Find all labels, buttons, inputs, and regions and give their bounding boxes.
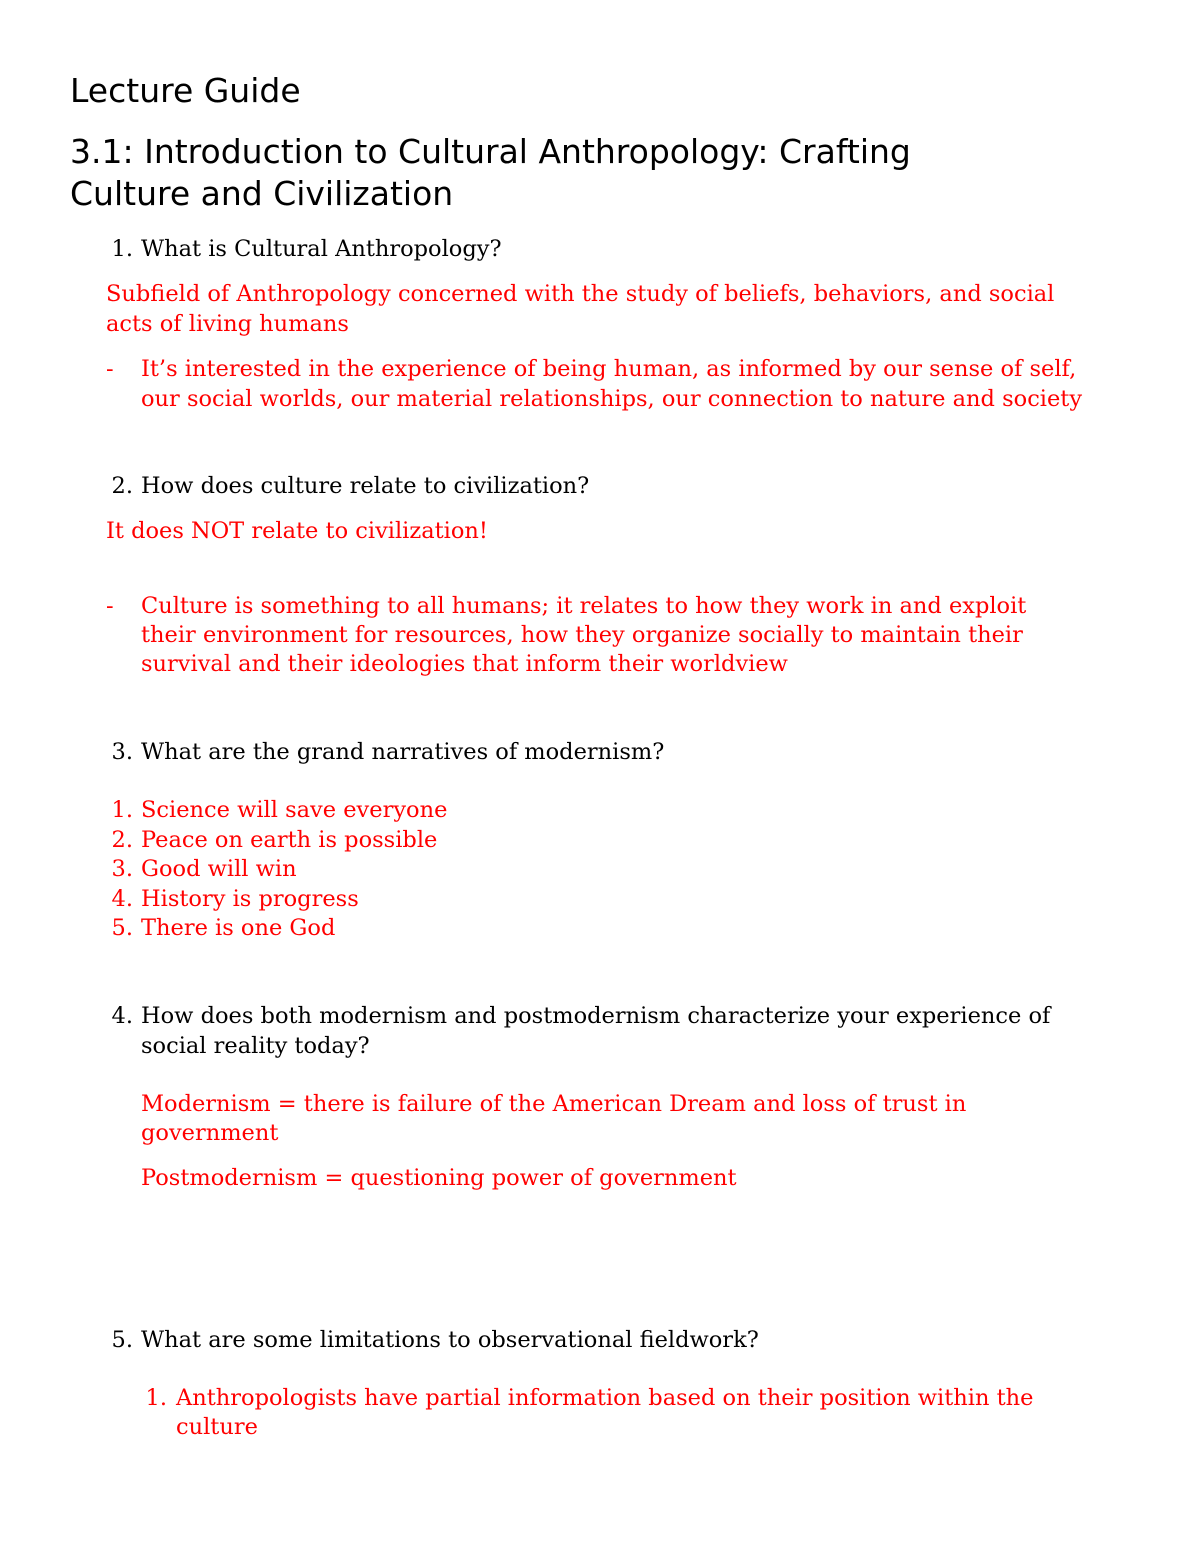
list-item-text: Science will save everyone — [141, 797, 448, 823]
answer-4a-line2: government — [141, 1120, 279, 1146]
answer-2-bullet-line2: their environment for resources, how they organize socially to maintain their — [141, 622, 1023, 648]
question-number: 4. — [111, 1003, 133, 1029]
answer-1-bullet-line2: our social worlds, our material relationships, our connection to nature and society — [141, 386, 1083, 412]
question-text: How does culture relate to civilization? — [141, 473, 590, 499]
bullet-dash: - — [106, 356, 114, 382]
question-text: What are some limitations to observational fieldwork? — [141, 1327, 759, 1353]
bullet-dash: - — [106, 593, 114, 619]
list-item-text-line2: culture — [176, 1414, 258, 1440]
answer-4b: Postmodernism = questioning power of government — [141, 1165, 737, 1191]
question-4-line2: social reality today? — [141, 1033, 370, 1059]
answer-1-line2: acts of living humans — [106, 311, 349, 337]
list-item-number: 1. — [111, 797, 133, 823]
list-item-text: History is progress — [141, 886, 359, 912]
list-item-number: 4. — [111, 886, 133, 912]
answer-1-line1: Subfield of Anthropology concerned with the study of beliefs, behaviors, and social — [106, 281, 1055, 307]
question-number: 1. — [111, 236, 133, 262]
document-title: Lecture Guide — [70, 71, 301, 110]
question-number: 3. — [111, 739, 133, 765]
bullet-line1: Culture is something to all humans; it relates to how they work in and exploit — [141, 593, 1027, 619]
answer-4a-line1: Modernism = there is failure of the American Dream and loss of trust in — [141, 1091, 967, 1117]
answer-2-bullet-line3: survival and their ideologies that inform their worldview — [141, 651, 788, 677]
answer-2: It does NOT relate to civilization! — [106, 518, 488, 544]
list-item-text: There is one God — [141, 915, 336, 941]
document-subtitle-line1: 3.1: Introduction to Cultural Anthropology: Crafting — [70, 132, 911, 171]
question-number: 2. — [111, 473, 133, 499]
question-text-line1: How does both modernism and postmodernism characterize your experience of — [141, 1003, 1051, 1029]
list-item-text-line1: Anthropologists have partial information based on their position within the — [176, 1385, 1034, 1411]
list-item-text: Good will win — [141, 856, 297, 882]
list-item-number: 5. — [111, 915, 133, 941]
bullet-line1: It’s interested in the experience of being human, as informed by our sense of self, — [141, 356, 1077, 382]
list-item-number: 2. — [111, 827, 133, 853]
question-number: 5. — [111, 1327, 133, 1353]
question-text: What is Cultural Anthropology? — [141, 236, 502, 262]
list-item-number: 3. — [111, 856, 133, 882]
document-subtitle-line2: Culture and Civilization — [70, 174, 454, 213]
question-text: What are the grand narratives of modernism? — [141, 739, 665, 765]
list-item-text: Peace on earth is possible — [141, 827, 438, 853]
list-item-number: 1. — [145, 1385, 167, 1411]
